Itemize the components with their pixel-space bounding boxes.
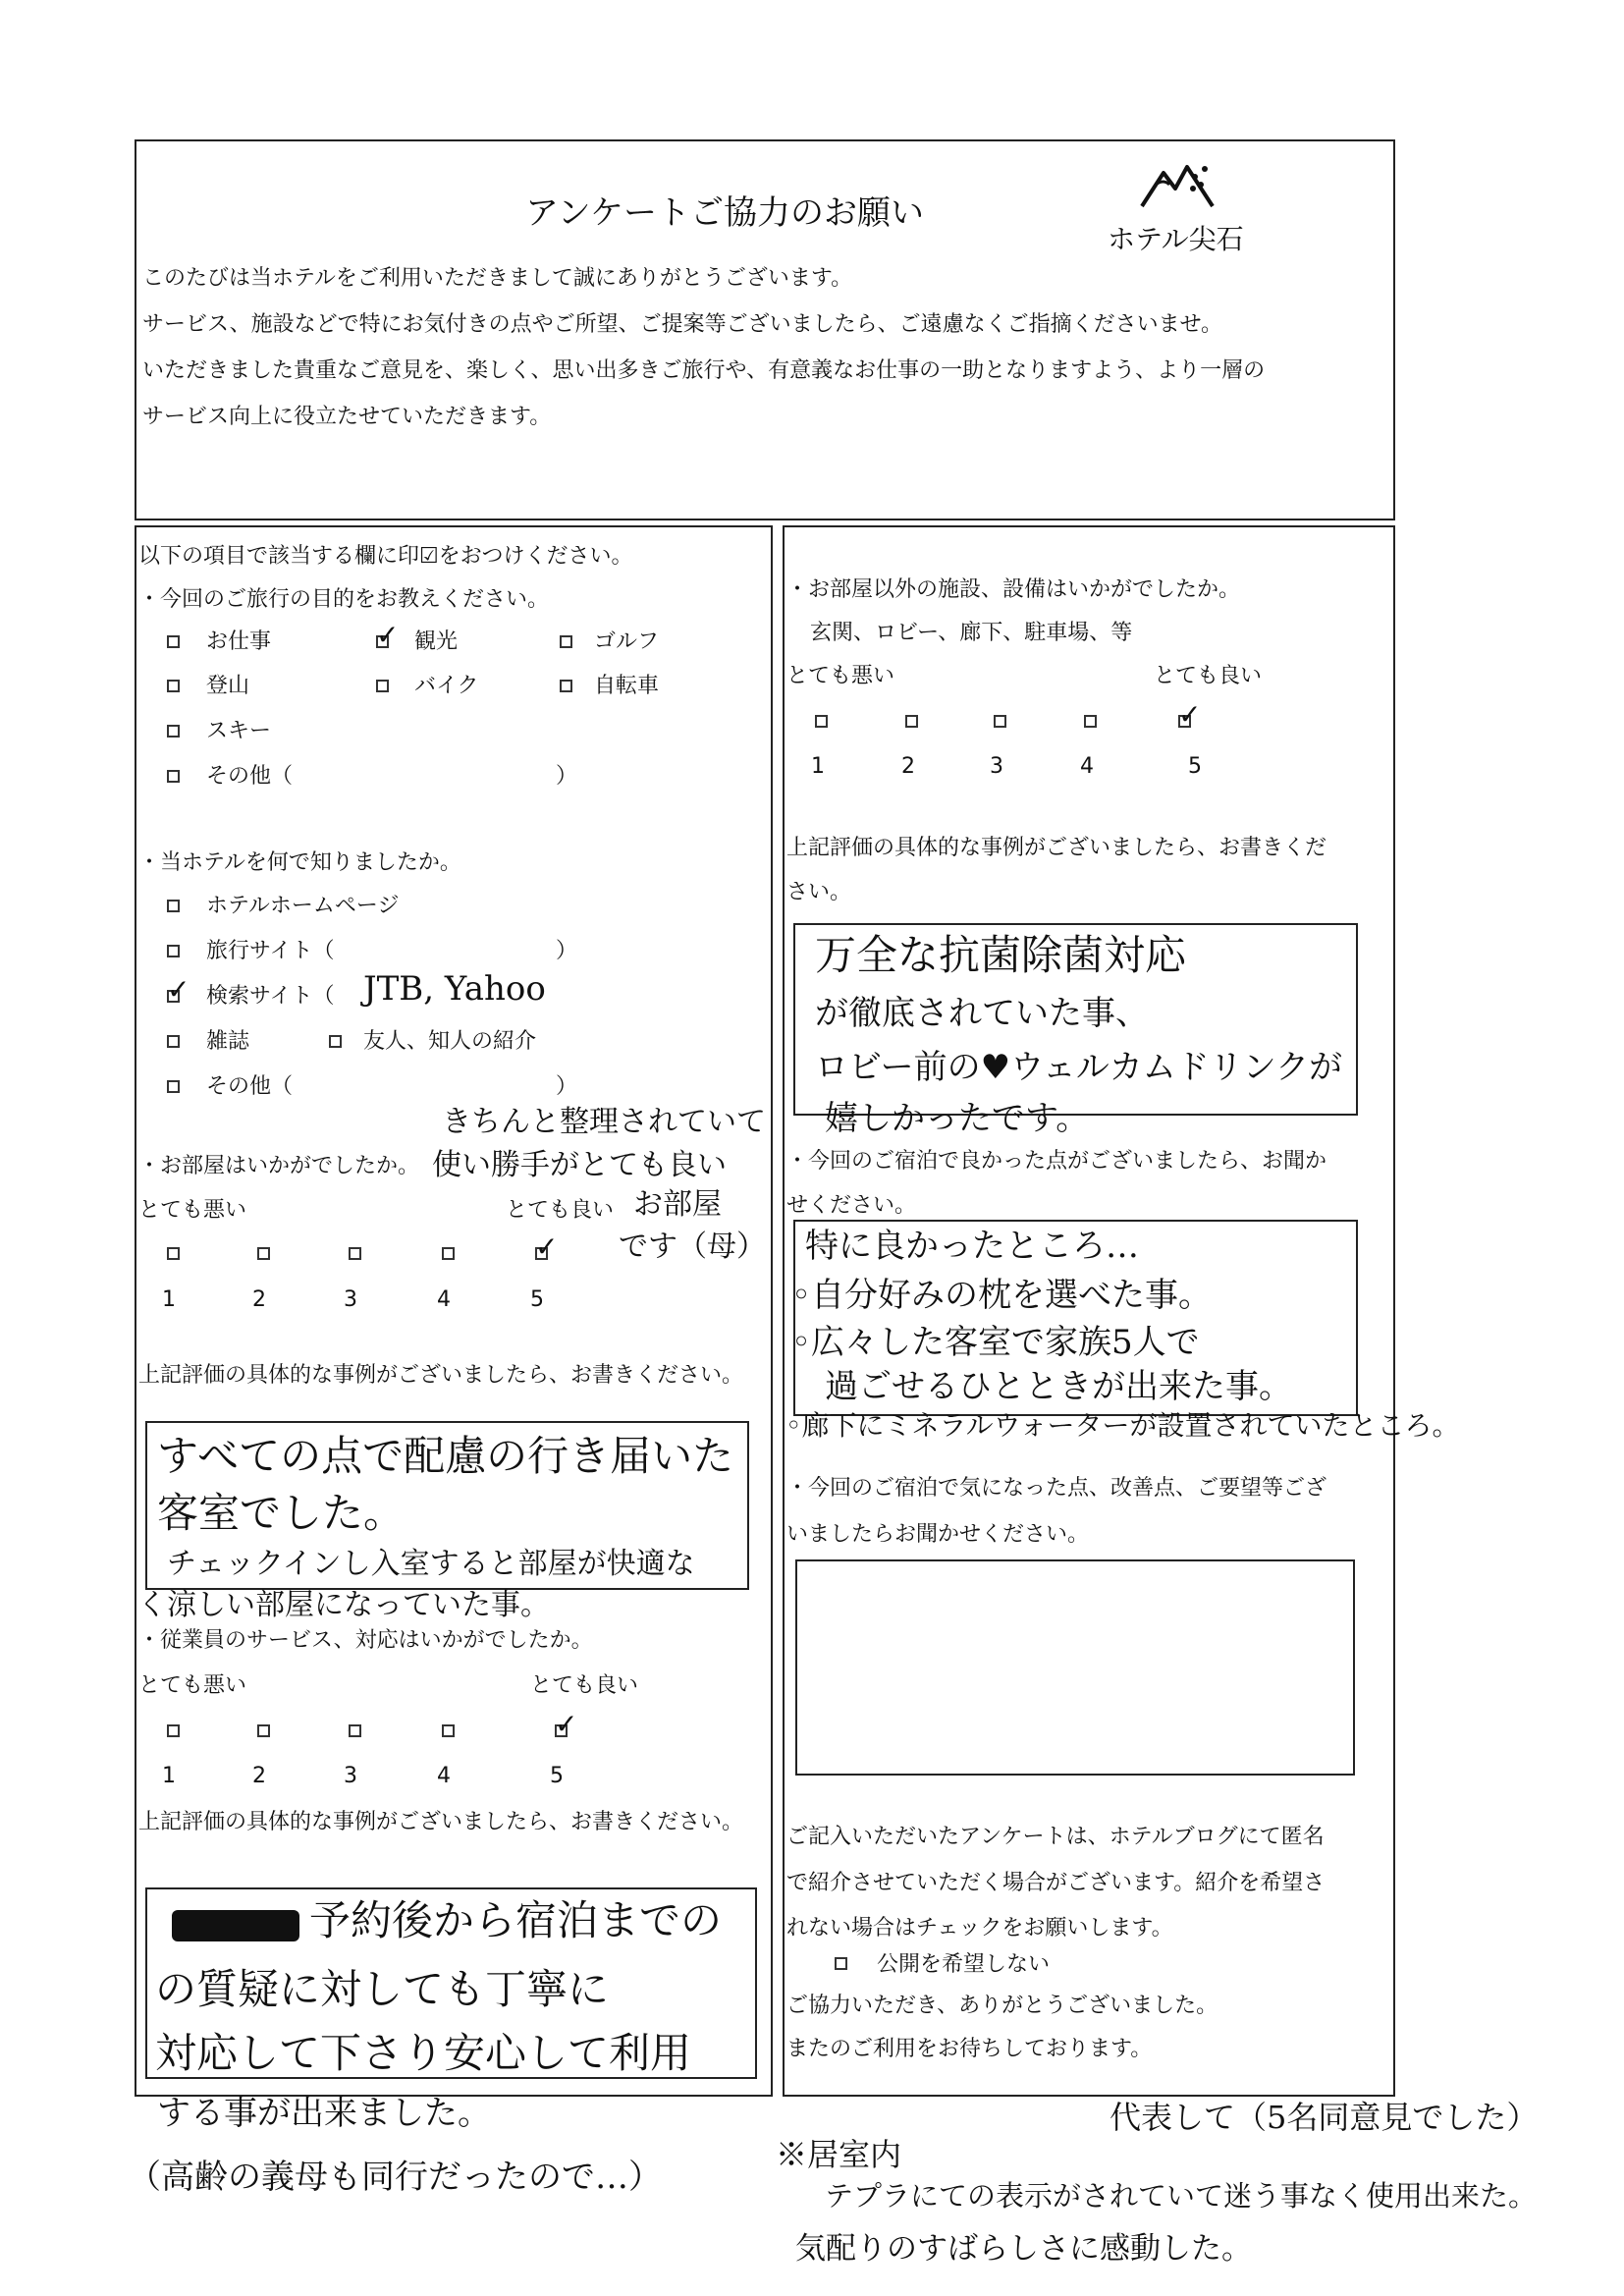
handwritten-staff-continue: する事が出来ました。 <box>157 2094 491 2133</box>
staff-scale-1: 1 <box>162 1764 176 1788</box>
room-low-label: とても悪い <box>138 1198 247 1223</box>
room-scale-1: 1 <box>162 1287 176 1312</box>
facility-high-label: とても良い <box>1154 664 1263 688</box>
concern-question-2: いましたらお聞かせください。 <box>786 1522 1090 1547</box>
handwritten-good-4: 過ごせるひとときが出来た事。 <box>825 1367 1292 1406</box>
facility-scale-5: 5 <box>1188 754 1202 779</box>
checkbox-travel-site[interactable] <box>167 945 180 957</box>
header-line-2: サービス、施設などで特にお気付きの点やご所望、ご提案等ございましたら、ご遠慮なくご指摘くださいませ。 <box>142 312 1223 337</box>
room-scale-2: 2 <box>252 1287 266 1312</box>
handwritten-staff-detail-2: の質疑に対しても丁寧に <box>155 1965 610 2013</box>
facility-rating-4[interactable] <box>1084 715 1097 728</box>
staff-scale-2: 2 <box>252 1764 266 1788</box>
label-search-site: 検索サイト（ <box>206 984 335 1009</box>
room-scale-5: 5 <box>530 1287 544 1312</box>
checkbox-bike[interactable] <box>376 680 389 692</box>
handwritten-search-site: JTB, Yahoo <box>363 969 546 1009</box>
label-travel-site: 旅行サイト（ <box>206 939 335 963</box>
good-question-2: せください。 <box>786 1193 917 1218</box>
label-hotel-homepage: ホテルホームページ <box>206 894 400 918</box>
label-other-purpose: その他（ <box>206 764 294 789</box>
staff-detail-prompt: 上記評価の具体的な事例がございましたら、お書きください。 <box>138 1810 744 1834</box>
room-rating-2[interactable] <box>257 1247 270 1260</box>
facility-detail-prompt-1: 上記評価の具体的な事例がございましたら、お書きくだ <box>786 836 1327 860</box>
staff-rating-5[interactable] <box>555 1724 568 1737</box>
room-scale-4: 4 <box>437 1287 451 1312</box>
room-high-label: とても良い <box>506 1198 615 1223</box>
staff-rating-4[interactable] <box>442 1724 455 1737</box>
handwritten-staff-detail-1: 予約後から宿泊までの <box>309 1896 723 1944</box>
staff-question: ・従業員のサービス、対応はいかがでしたか。 <box>138 1628 593 1653</box>
room-scale-3: 3 <box>344 1287 357 1312</box>
room-question: ・お部屋はいかがでしたか。 <box>138 1154 420 1178</box>
handwritten-room-note-2: 使い勝手がとても良い <box>432 1148 727 1182</box>
room-rating-3[interactable] <box>349 1247 361 1260</box>
checkbox-search-site[interactable] <box>167 990 180 1003</box>
handwritten-good-1: 特に良かったところ… <box>805 1227 1139 1266</box>
blog-line-2: で紹介させていただく場合がございます。紹介を希望さ <box>786 1871 1326 1895</box>
facility-scale-2: 2 <box>901 754 915 779</box>
label-bike: バイク <box>414 674 479 698</box>
facility-question: ・お部屋以外の施設、設備はいかがでしたか。 <box>786 577 1241 602</box>
handwritten-room-note-1: きちんと整理されていて <box>442 1105 766 1139</box>
checkbox-no-publish[interactable] <box>835 1957 847 1970</box>
handwritten-representative: 代表して（5名同意見でした） <box>1110 2099 1539 2136</box>
facility-detail-prompt-2: さい。 <box>786 880 852 904</box>
concern-comment-box[interactable] <box>795 1559 1355 1776</box>
purpose-question: ・今回のご旅行の目的をお教えください。 <box>138 587 550 612</box>
label-other-source: その他（ <box>206 1074 294 1099</box>
checkbox-hotel-homepage[interactable] <box>167 900 180 912</box>
checkbox-friend[interactable] <box>329 1035 342 1048</box>
handwritten-good-5: ◦廊下にミネラルウォーターが設置されていたところ。 <box>785 1409 1460 1442</box>
label-sightseeing: 観光 <box>414 629 459 654</box>
label-magazine: 雑誌 <box>206 1029 250 1054</box>
checkbox-other-source[interactable] <box>167 1080 180 1093</box>
staff-high-label: とても良い <box>530 1673 639 1698</box>
handwritten-good-2: ◦自分好みの枕を選べた事。 <box>791 1276 1213 1315</box>
room-rating-5[interactable] <box>535 1247 548 1260</box>
page-title: アンケートご協力のお願い <box>525 193 924 233</box>
facility-rating-2[interactable] <box>905 715 918 728</box>
staff-low-label: とても悪い <box>138 1673 247 1698</box>
handwritten-room-note-3: お部屋 <box>633 1187 722 1222</box>
checkbox-other-purpose[interactable] <box>167 770 180 783</box>
staff-rating-3[interactable] <box>349 1724 361 1737</box>
left-section-box <box>135 525 773 2097</box>
handwritten-staff-detail-3: 対応して下さり安心して利用 <box>155 2029 692 2077</box>
instruction-text: 以下の項目で該当する欄に印☑をおつけください。 <box>138 544 633 569</box>
handwritten-room-note-4: です（母） <box>619 1230 766 1264</box>
handwritten-facility-4: 嬉しかったです。 <box>825 1099 1090 1138</box>
checkbox-magazine[interactable] <box>167 1035 180 1048</box>
label-friend: 友人、知人の紹介 <box>363 1029 537 1054</box>
room-rating-1[interactable] <box>167 1247 180 1260</box>
handwritten-room-detail-4: く涼しい部屋になっていた事。 <box>137 1588 550 1622</box>
handwritten-elderly-note: （高齢の義母も同行だったので…） <box>128 2158 662 2197</box>
facility-examples: 玄関、ロビー、廊下、駐車場、等 <box>810 621 1133 645</box>
facility-rating-5[interactable] <box>1178 715 1191 728</box>
checkbox-bicycle[interactable] <box>560 680 572 692</box>
header-line-1: このたびは当ホテルをご利用いただきまして誠にありがとうございます。 <box>142 266 853 291</box>
travel-site-close: ） <box>556 939 578 963</box>
room-detail-prompt: 上記評価の具体的な事例がございましたら、お書きください。 <box>138 1363 744 1388</box>
blog-line-1: ご記入いただいたアンケートは、ホテルブログにて匿名 <box>786 1825 1325 1849</box>
facility-rating-1[interactable] <box>815 715 828 728</box>
handwritten-room-note-b: テプラにての表示がされていて迷う事なく使用出来た。 <box>825 2179 1538 2213</box>
label-mountain: 登山 <box>206 674 250 698</box>
facility-scale-3: 3 <box>990 754 1003 779</box>
handwritten-facility-2: が徹底されていた事、 <box>815 994 1149 1033</box>
label-ski: スキー <box>206 719 272 743</box>
hotel-name: ホテル尖石 <box>1108 223 1244 255</box>
other-purpose-close: ） <box>556 764 578 789</box>
handwritten-room-detail-2: 客室でした。 <box>157 1489 406 1537</box>
handwritten-facility-1: 万全な抗菌除菌対応 <box>815 931 1187 979</box>
good-question-1: ・今回のご宿泊で良かった点がございましたら、お聞か <box>786 1149 1327 1174</box>
staff-scale-3: 3 <box>344 1764 357 1788</box>
checkbox-ski[interactable] <box>167 725 180 738</box>
handwritten-room-detail-3: チェックインし入室すると部屋が快適な <box>167 1547 695 1581</box>
facility-scale-1: 1 <box>811 754 825 779</box>
handwritten-room-detail-1: すべての点で配慮の行き届いた <box>157 1432 734 1480</box>
closing-text: またのご利用をお待ちしております。 <box>786 2037 1153 2061</box>
label-no-publish: 公開を希望しない <box>877 1952 1051 1977</box>
handwritten-room-note-a: ※居室内 <box>776 2136 902 2173</box>
checkbox-business[interactable] <box>167 635 180 648</box>
source-question: ・当ホテルを何で知りましたか。 <box>138 850 461 875</box>
thanks-text: ご協力いただき、ありがとうございました。 <box>786 1994 1218 2018</box>
concern-question-1: ・今回のご宿泊で気になった点、改善点、ご要望等ござ <box>786 1476 1327 1501</box>
handwritten-good-3: ◦広々した客室で家族5人で <box>791 1323 1200 1362</box>
handwritten-facility-3: ロビー前の♥ウェルカムドリンクが <box>815 1048 1343 1087</box>
room-rating-4[interactable] <box>442 1247 455 1260</box>
staff-rating-2[interactable] <box>257 1724 270 1737</box>
checkbox-sightseeing[interactable] <box>376 635 389 648</box>
header-line-3: いただきました貴重なご意見を、楽しく、思い出多きご旅行や、有意義なお仕事の一助となりますよう、より一層の <box>142 358 1266 383</box>
scribbled-out-text <box>172 1910 299 1941</box>
handwritten-room-note-c: 気配りのすばらしさに感動した。 <box>795 2231 1252 2267</box>
facility-scale-4: 4 <box>1080 754 1094 779</box>
facility-rating-3[interactable] <box>994 715 1006 728</box>
other-source-close: ） <box>556 1074 578 1099</box>
label-business: お仕事 <box>206 629 272 654</box>
staff-rating-1[interactable] <box>167 1724 180 1737</box>
blog-line-3: れない場合はチェックをお願いします。 <box>786 1916 1173 1941</box>
label-golf: ゴルフ <box>594 629 660 654</box>
checkbox-golf[interactable] <box>560 635 572 648</box>
staff-scale-4: 4 <box>437 1764 451 1788</box>
header-line-4: サービス向上に役立たせていただきます。 <box>142 405 552 429</box>
label-bicycle: 自転車 <box>594 674 660 698</box>
facility-low-label: とても悪い <box>786 664 895 688</box>
hotel-logo-icon <box>1134 155 1232 216</box>
checkbox-mountain[interactable] <box>167 680 180 692</box>
staff-scale-5: 5 <box>550 1764 564 1788</box>
